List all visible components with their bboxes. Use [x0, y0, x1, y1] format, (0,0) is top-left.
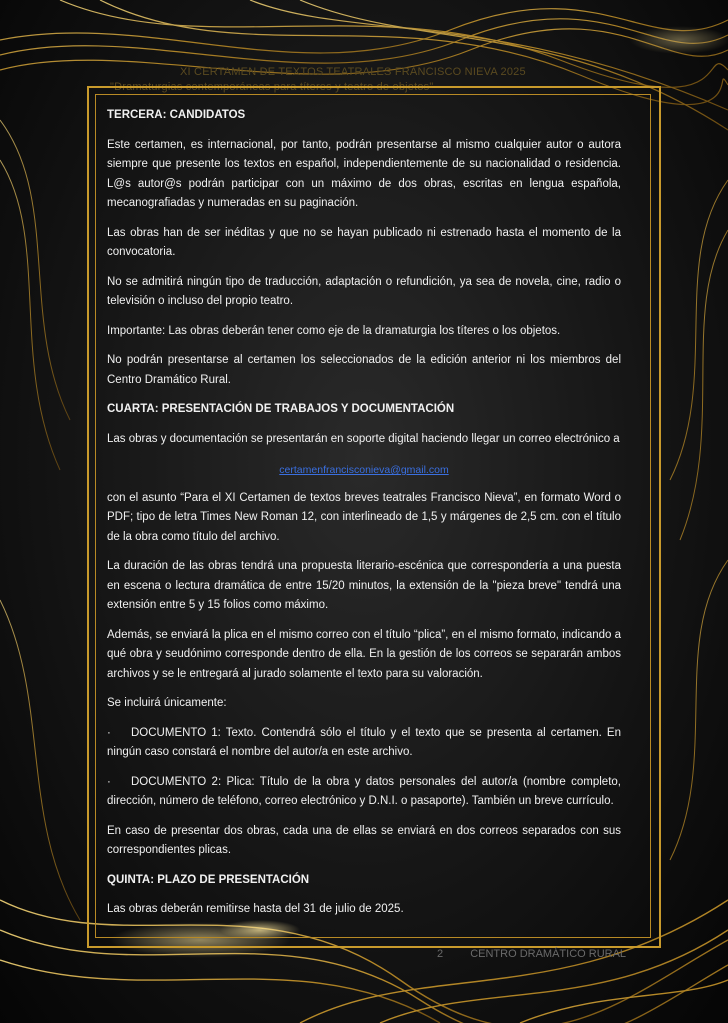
bullet-marker: ·: [107, 775, 111, 788]
page-number: 2: [437, 948, 444, 960]
list-item: [107, 773, 621, 812]
email-link[interactable]: certamenfrancisconieva@gmail.com: [279, 464, 449, 476]
section-title-quinta: QUINTA: PLAZO DE PRESENTACIÓN: [107, 873, 310, 886]
paragraph: No podrán presentarse al certamen los seleccionados de la edición anterior ni los miembros del Centro Dramático Rural.: [107, 354, 621, 386]
email-line: [107, 461, 621, 481]
paragraph: No se admitirá ningún tipo de traducción, adaptación o refundición, ya sea de novela, cine, radio o televisión o incluso del propio teatro.: [107, 275, 621, 307]
paragraph: La duración de las obras tendrá una propuesta literario-escénica que correspondería a una puesta en escena o lectura dramática de entre 15/20 minutos, la extensión de la "pieza breve" tendrá una extensión entre 5 y 15 folios como máximo.: [107, 560, 621, 611]
list-item: [107, 724, 621, 763]
paragraph: Las obras y documentación se presentarán en soporte digital haciendo llegar un correo electrónico a: [107, 432, 620, 445]
paragraph: con el asunto “Para el XI Certamen de textos breves teatrales Francisco Nieva”, en formato Word o PDF; tipo de letra Times New Roman 12, con interlineado de 1,5 y márgenes de 2,5 cm. con el título de la obra como título del archivo.: [107, 491, 621, 543]
section-title-tercera: TERCERA: CANDIDATOS: [107, 109, 246, 121]
page-footer: [437, 948, 626, 960]
paragraph: Este certamen, es internacional, por tanto, podrán presentarse al mismo cualquier autor o autora siempre que presente los textos en español, independientemente de su nacionalidad o residencia. L@s autor@s podrán participar con un máximo de dos obras, escritas en lengua española, mecanografiadas y numeradas en su paginación.: [107, 138, 621, 209]
header-subtitle: "Dramaturgias contemporáneas para títeres y teatro de objetos": [110, 81, 434, 93]
footer-org: CENTRO DRAMÁTICO RURAL: [470, 948, 627, 960]
paragraph: Además, se enviará la plica en el mismo correo con el título “plica”, en el mismo formato, indicando a qué obra y seudónimo corresponde dentro de ella. En la gestión de los correos se separarán ambos archivos y se le entregará al jurado solamente el texto para su valoración.: [107, 628, 621, 680]
bullet-marker: ·: [107, 726, 111, 739]
paragraph: En caso de presentar dos obras, cada una de ellas se enviará en dos correos separados con sus correspondientes plicas.: [107, 824, 621, 856]
paragraph: Las obras han de ser inéditas y que no se hayan publicado ni estrenado hasta el momento de la convocatoria.: [107, 226, 621, 258]
paragraph: Las obras deberán remitirse hasta del 31 de julio de 2025.: [107, 903, 404, 915]
document-body: [107, 106, 621, 930]
list-item-text: DOCUMENTO 2: Plica: Título de la obra y datos personales del autor/a (nombre completo, dirección, número de teléfono, correo electrónico y D.N.I. o pasaporte). También un breve currículo.: [107, 775, 621, 807]
list-item-text: DOCUMENTO 1: Texto. Contendrá sólo el título y el texto que se presenta al certamen. En ningún caso constará el nombre del autor/a en este archivo.: [107, 726, 621, 758]
document-header: [110, 66, 580, 93]
paragraph: Importante: Las obras deberán tener como eje de la dramaturgia los títeres o los objetos.: [107, 324, 561, 337]
paragraph: Se incluirá únicamente:: [107, 697, 227, 709]
section-title-cuarta: CUARTA: PRESENTACIÓN DE TRABAJOS Y DOCUMENTACIÓN: [107, 403, 455, 415]
header-title: XI CERTAMEN DE TEXTOS TEATRALES FRANCISCO NIEVA 2025: [180, 66, 526, 78]
